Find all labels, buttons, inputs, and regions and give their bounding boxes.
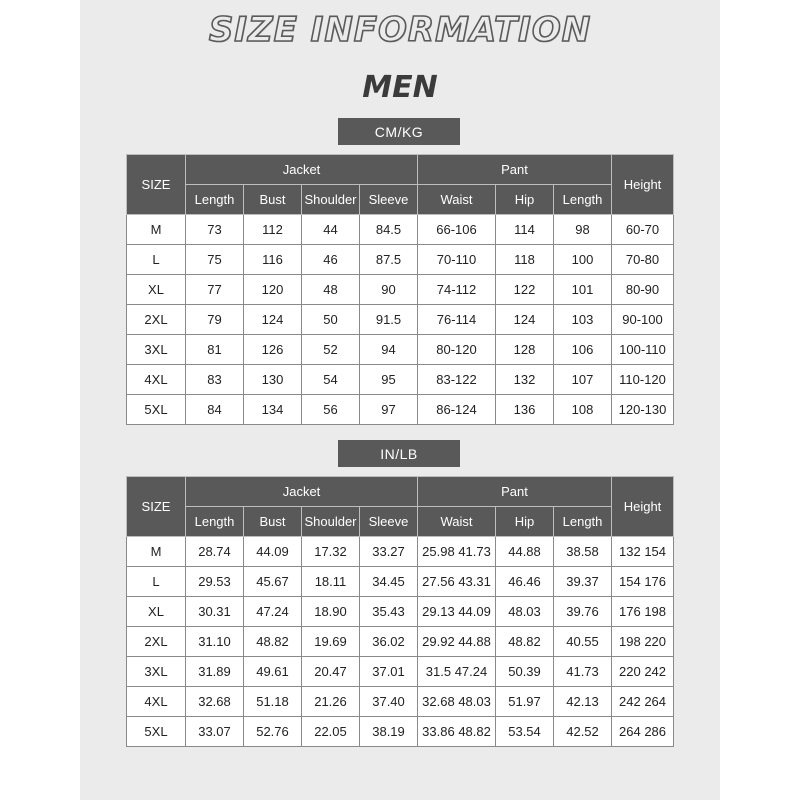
cell-shoulder: 17.32 — [302, 537, 360, 567]
cell-size: L — [127, 567, 186, 597]
cell-hip: 114 — [496, 215, 554, 245]
page-subtitle: MEN — [362, 70, 438, 105]
size-table-in — [126, 476, 674, 747]
cell-jacket-length: 28.74 — [186, 537, 244, 567]
cell-bust: 126 — [244, 335, 302, 365]
table-row — [127, 395, 674, 425]
cell-bust: 48.82 — [244, 627, 302, 657]
cell-shoulder: 52 — [302, 335, 360, 365]
cell-height: 220 242 — [612, 657, 674, 687]
table-row — [127, 597, 674, 627]
cell-hip: 122 — [496, 275, 554, 305]
cell-size: 2XL — [127, 305, 186, 335]
cell-shoulder: 44 — [302, 215, 360, 245]
cell-hip: 48.82 — [496, 627, 554, 657]
cell-shoulder: 46 — [302, 245, 360, 275]
cell-jacket-length: 83 — [186, 365, 244, 395]
cell-bust: 45.67 — [244, 567, 302, 597]
cell-jacket-length: 77 — [186, 275, 244, 305]
cell-height: 120-130 — [612, 395, 674, 425]
cell-pant-length: 42.52 — [554, 717, 612, 747]
header-jacket-length: Length — [186, 185, 244, 215]
cell-waist: 80-120 — [418, 335, 496, 365]
header-jacket: Jacket — [186, 477, 418, 507]
header-size: SIZE — [127, 155, 186, 215]
cell-bust: 51.18 — [244, 687, 302, 717]
cell-bust: 47.24 — [244, 597, 302, 627]
cell-pant-length: 39.76 — [554, 597, 612, 627]
cell-bust: 44.09 — [244, 537, 302, 567]
cell-sleeve: 38.19 — [360, 717, 418, 747]
header-shoulder: Shoulder — [302, 185, 360, 215]
cell-pant-length: 40.55 — [554, 627, 612, 657]
cell-hip: 48.03 — [496, 597, 554, 627]
cell-pant-length: 42.13 — [554, 687, 612, 717]
cell-jacket-length: 31.10 — [186, 627, 244, 657]
cell-sleeve: 37.40 — [360, 687, 418, 717]
table-row — [127, 537, 674, 567]
table-row — [127, 245, 674, 275]
cell-shoulder: 56 — [302, 395, 360, 425]
cell-size: M — [127, 215, 186, 245]
cell-hip: 44.88 — [496, 537, 554, 567]
cell-bust: 52.76 — [244, 717, 302, 747]
cell-height: 80-90 — [612, 275, 674, 305]
cell-shoulder: 22.05 — [302, 717, 360, 747]
cell-sleeve: 87.5 — [360, 245, 418, 275]
cell-waist: 29.13 44.09 — [418, 597, 496, 627]
unit-label-cm: CM/KG — [338, 118, 460, 145]
table-row — [127, 365, 674, 395]
cell-pant-length: 107 — [554, 365, 612, 395]
header-waist: Waist — [418, 185, 496, 215]
header-waist: Waist — [418, 507, 496, 537]
cell-hip: 53.54 — [496, 717, 554, 747]
cell-size: XL — [127, 597, 186, 627]
header-jacket-length: Length — [186, 507, 244, 537]
cell-pant-length: 100 — [554, 245, 612, 275]
cell-sleeve: 34.45 — [360, 567, 418, 597]
cell-pant-length: 38.58 — [554, 537, 612, 567]
cell-shoulder: 18.11 — [302, 567, 360, 597]
cell-waist: 25.98 41.73 — [418, 537, 496, 567]
cell-jacket-length: 84 — [186, 395, 244, 425]
cell-height: 110-120 — [612, 365, 674, 395]
cell-pant-length: 106 — [554, 335, 612, 365]
cell-bust: 134 — [244, 395, 302, 425]
header-bust: Bust — [244, 185, 302, 215]
cell-bust: 120 — [244, 275, 302, 305]
header-sleeve: Sleeve — [360, 185, 418, 215]
cell-jacket-length: 30.31 — [186, 597, 244, 627]
header-jacket: Jacket — [186, 155, 418, 185]
table-row — [127, 627, 674, 657]
cell-height: 90-100 — [612, 305, 674, 335]
cell-shoulder: 48 — [302, 275, 360, 305]
cell-height: 176 198 — [612, 597, 674, 627]
cell-hip: 132 — [496, 365, 554, 395]
header-height: Height — [612, 477, 674, 537]
header-hip: Hip — [496, 507, 554, 537]
cell-bust: 130 — [244, 365, 302, 395]
cell-pant-length: 39.37 — [554, 567, 612, 597]
cell-waist: 70-110 — [418, 245, 496, 275]
header-height: Height — [612, 155, 674, 215]
cell-sleeve: 95 — [360, 365, 418, 395]
cell-height: 100-110 — [612, 335, 674, 365]
cell-pant-length: 101 — [554, 275, 612, 305]
table-row — [127, 717, 674, 747]
cell-jacket-length: 81 — [186, 335, 244, 365]
table-row — [127, 687, 674, 717]
cell-sleeve: 84.5 — [360, 215, 418, 245]
cell-pant-length: 98 — [554, 215, 612, 245]
cell-sleeve: 90 — [360, 275, 418, 305]
cell-size: M — [127, 537, 186, 567]
cell-waist: 74-112 — [418, 275, 496, 305]
cell-height: 264 286 — [612, 717, 674, 747]
cell-bust: 124 — [244, 305, 302, 335]
cell-hip: 118 — [496, 245, 554, 275]
cell-shoulder: 54 — [302, 365, 360, 395]
cell-height: 60-70 — [612, 215, 674, 245]
cell-waist: 76-114 — [418, 305, 496, 335]
cell-hip: 136 — [496, 395, 554, 425]
cell-jacket-length: 79 — [186, 305, 244, 335]
table-row — [127, 335, 674, 365]
table-row — [127, 567, 674, 597]
cell-waist: 27.56 43.31 — [418, 567, 496, 597]
header-bust: Bust — [244, 507, 302, 537]
cell-jacket-length: 31.89 — [186, 657, 244, 687]
cell-hip: 128 — [496, 335, 554, 365]
cell-hip: 46.46 — [496, 567, 554, 597]
cell-jacket-length: 32.68 — [186, 687, 244, 717]
page-title: SIZE INFORMATION — [208, 10, 592, 50]
cell-size: 2XL — [127, 627, 186, 657]
cell-size: XL — [127, 275, 186, 305]
cell-waist: 31.5 47.24 — [418, 657, 496, 687]
cell-size: 5XL — [127, 395, 186, 425]
cell-size: 4XL — [127, 365, 186, 395]
cell-waist: 29.92 44.88 — [418, 627, 496, 657]
cell-height: 198 220 — [612, 627, 674, 657]
header-pant-length: Length — [554, 507, 612, 537]
cell-pant-length: 103 — [554, 305, 612, 335]
cell-shoulder: 20.47 — [302, 657, 360, 687]
cell-height: 242 264 — [612, 687, 674, 717]
cell-hip: 51.97 — [496, 687, 554, 717]
cell-size: 5XL — [127, 717, 186, 747]
cell-waist: 83-122 — [418, 365, 496, 395]
size-table-cm — [126, 154, 674, 425]
cell-waist: 86-124 — [418, 395, 496, 425]
cell-sleeve: 36.02 — [360, 627, 418, 657]
cell-jacket-length: 33.07 — [186, 717, 244, 747]
cell-waist: 32.68 48.03 — [418, 687, 496, 717]
cell-shoulder: 50 — [302, 305, 360, 335]
cell-height: 70-80 — [612, 245, 674, 275]
cell-waist: 33.86 48.82 — [418, 717, 496, 747]
header-pant: Pant — [418, 155, 612, 185]
cell-sleeve: 33.27 — [360, 537, 418, 567]
header-hip: Hip — [496, 185, 554, 215]
cell-shoulder: 21.26 — [302, 687, 360, 717]
cell-bust: 116 — [244, 245, 302, 275]
cell-sleeve: 94 — [360, 335, 418, 365]
cell-pant-length: 108 — [554, 395, 612, 425]
cell-sleeve: 37.01 — [360, 657, 418, 687]
cell-waist: 66-106 — [418, 215, 496, 245]
header-sleeve: Sleeve — [360, 507, 418, 537]
cell-shoulder: 18.90 — [302, 597, 360, 627]
cell-bust: 112 — [244, 215, 302, 245]
cell-jacket-length: 75 — [186, 245, 244, 275]
cell-hip: 50.39 — [496, 657, 554, 687]
cell-sleeve: 91.5 — [360, 305, 418, 335]
cell-shoulder: 19.69 — [302, 627, 360, 657]
table-row — [127, 657, 674, 687]
header-pant-length: Length — [554, 185, 612, 215]
header-pant: Pant — [418, 477, 612, 507]
cell-size: 3XL — [127, 335, 186, 365]
header-shoulder: Shoulder — [302, 507, 360, 537]
cell-size: 3XL — [127, 657, 186, 687]
cell-sleeve: 35.43 — [360, 597, 418, 627]
header-size: SIZE — [127, 477, 186, 537]
cell-sleeve: 97 — [360, 395, 418, 425]
cell-jacket-length: 29.53 — [186, 567, 244, 597]
table-row — [127, 275, 674, 305]
cell-height: 132 154 — [612, 537, 674, 567]
table-row — [127, 215, 674, 245]
cell-size: L — [127, 245, 186, 275]
unit-label-in: IN/LB — [338, 440, 460, 467]
cell-jacket-length: 73 — [186, 215, 244, 245]
cell-hip: 124 — [496, 305, 554, 335]
cell-height: 154 176 — [612, 567, 674, 597]
cell-size: 4XL — [127, 687, 186, 717]
table-row — [127, 305, 674, 335]
cell-bust: 49.61 — [244, 657, 302, 687]
cell-pant-length: 41.73 — [554, 657, 612, 687]
